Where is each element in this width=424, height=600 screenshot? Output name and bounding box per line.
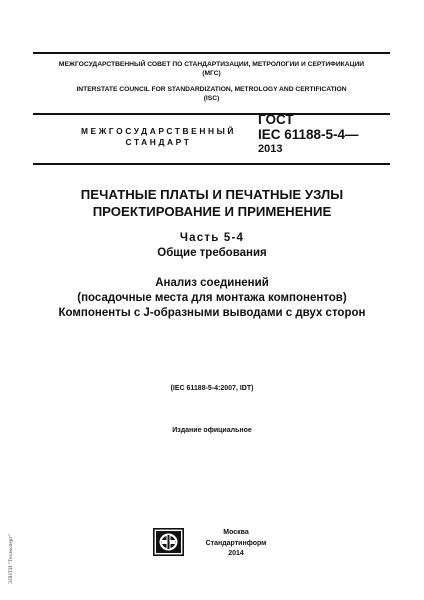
title-line1: ПЕЧАТНЫЕ ПЛАТЫ И ПЕЧАТНЫЕ УЗЛЫ <box>80 187 344 202</box>
council-en-abbr: (ISC) <box>203 95 220 102</box>
council-ru-line1: МЕЖГОСУДАРСТВЕННЫЙ СОВЕТ ПО СТАНДАРТИЗАЦИИ, МЕТРОЛОГИИ И СЕРТИФИКАЦИИ <box>58 61 365 68</box>
side-stamp-text: ЭЛНТИ "Техэксперт" <box>8 533 14 585</box>
standard-type-line1: МЕЖГОСУДАРСТВЕННЫЙ <box>80 126 237 136</box>
edition-label: Издание официальное <box>172 427 252 434</box>
standard-designation <box>258 112 368 157</box>
title-line2: ПРОЕКТИРОВАНИЕ И ПРИМЕНЕНИЕ <box>92 204 332 219</box>
standard-type <box>66 126 251 148</box>
part-subtitle: Общие требования <box>157 247 267 259</box>
standard-number: IEC 61188-5-4— <box>258 127 359 142</box>
divider-line <box>33 163 390 165</box>
standartinform-logo <box>153 528 184 556</box>
council-ru-abbr: (МГС) <box>202 70 221 77</box>
standard-year: 2013 <box>258 143 283 155</box>
publisher-block <box>196 528 276 560</box>
subtitle-line2: (посадочные места для монтажа компонентов) <box>77 292 347 304</box>
subtitle-line3: Компоненты с J-образными выводами с двух сторон <box>58 307 366 319</box>
standard-type-line2: СТАНДАРТ <box>125 137 192 147</box>
gost-label: ГОСТ <box>258 112 294 127</box>
publisher-city: Москва <box>223 529 249 536</box>
iec-reference: (IEC 61188-5-4:2007, IDT) <box>170 385 254 392</box>
subtitle-line1: Анализ соединений <box>155 277 269 289</box>
council-en-line1: INTERSTATE COUNCIL FOR STANDARDIZATION, METROLOGY AND CERTIFICATION <box>76 86 347 93</box>
part-number: Часть 5-4 <box>179 232 245 244</box>
council-header <box>33 52 390 115</box>
publisher-name: Стандартинформ <box>205 539 267 547</box>
publisher-year: 2014 <box>228 550 244 557</box>
side-stamp <box>1 520 14 600</box>
